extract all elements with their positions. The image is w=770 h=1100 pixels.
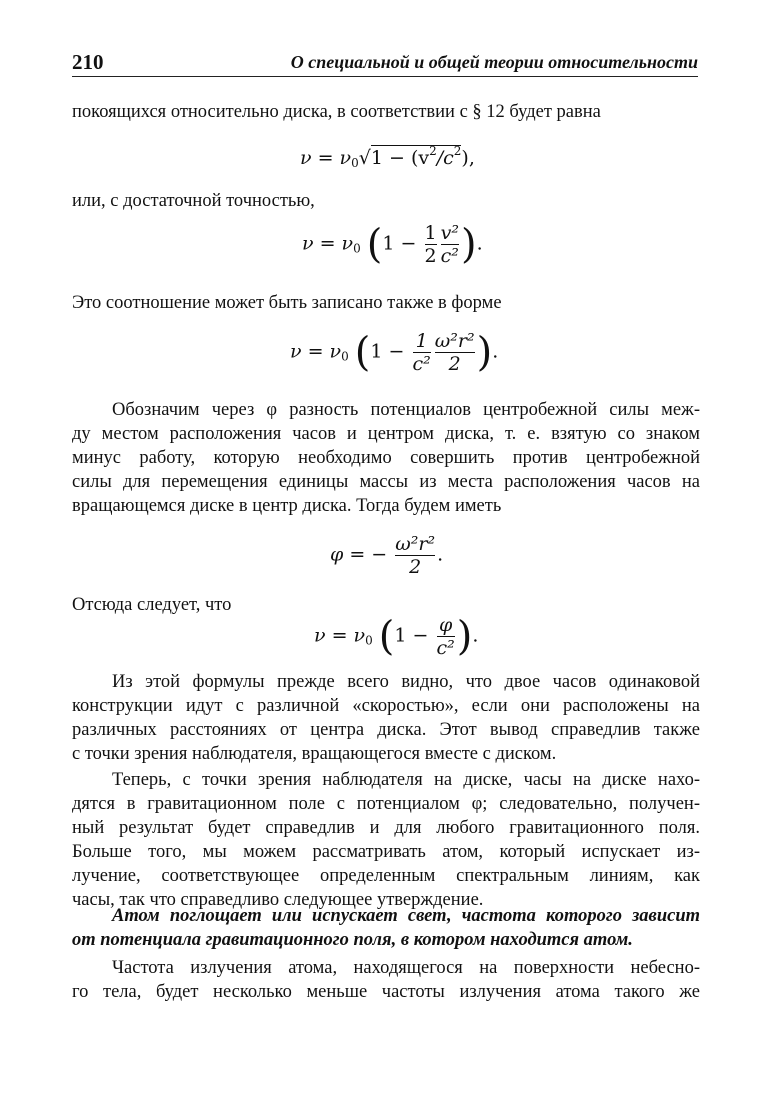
p7-line: лучение, соответствующее определенным спектральным линиям, как <box>72 866 700 886</box>
p4-line: минус работу, которую необходимо совершить против центробежной <box>72 448 700 468</box>
eq1-close: ), <box>461 147 475 169</box>
running-header <box>72 48 698 77</box>
p4-line: силы для перемещения единицы массы из места расположения часов на <box>72 472 700 492</box>
paragraph-3: Это соотношение может быть записано также в форме <box>72 293 502 313</box>
paragraph-8 <box>72 904 700 928</box>
eq3-num2: ω²r² <box>434 330 475 352</box>
paragraph-2: или, с достаточной точностью, <box>72 191 315 211</box>
eq1-sub: 0 <box>351 156 359 170</box>
paragraph-5: Отсюда следует, что <box>72 595 232 615</box>
p7-line: Больше того, мы можем рассматривать атом, который испускает из- <box>72 842 700 862</box>
eq2-frac-2 <box>441 222 459 267</box>
eq3-den1: c² <box>412 353 431 375</box>
p7-line: Теперь, с точки зрения наблюдателя на диске, часы на диске нахо- <box>112 770 700 790</box>
eq2-frac-1 <box>425 222 437 267</box>
eq2-one: 1 − <box>382 232 417 255</box>
p4-line: ду местом расположения часов и центром диска, т. е. взятую со знаком <box>72 424 700 444</box>
p7-line: ный результат будет справедлив и для любого гравитационного поля. <box>72 818 700 838</box>
eq4-frac <box>395 533 435 578</box>
p9-line: Частота излучения атома, находящегося на поверхности небесно- <box>112 958 700 978</box>
paragraph-1: покоящихся относительно диска, в соответствии с § 12 будет равна <box>72 102 601 122</box>
paragraph-9-cont <box>72 980 700 1004</box>
p7-line: дятся в гравитационном поле с потенциалом φ; следовательно, получен- <box>72 794 700 814</box>
paragraph-4-cont <box>72 422 700 494</box>
eq1-sup-b: 2 <box>453 144 462 158</box>
eq3-one: 1 − <box>370 340 405 363</box>
paragraph-7-cont <box>72 792 700 888</box>
eq4-den: 2 <box>395 555 435 578</box>
right-paren: ) <box>456 613 473 660</box>
sqrt-sign: √ <box>358 147 371 169</box>
eq4-num: ω²r² <box>395 533 436 555</box>
eq3-frac-2 <box>435 330 475 375</box>
equation-5 <box>314 614 478 659</box>
left-paren: ( <box>366 221 383 268</box>
right-paren: ) <box>476 329 493 376</box>
eq2-num1: 1 <box>424 222 437 244</box>
equation-2 <box>302 222 483 267</box>
paragraph-7 <box>72 768 700 792</box>
eq3-end: . <box>492 340 499 363</box>
eq5-sub: 0 <box>365 633 373 648</box>
eq1-root: 1 − (v <box>370 147 430 169</box>
paragraph-6-cont <box>72 694 700 742</box>
p8-line: Атом поглощает или испускает свет, частота которого зависит <box>112 906 700 926</box>
eq3-lhs: ν = ν <box>290 340 342 363</box>
eq2-den1: 2 <box>424 245 437 267</box>
eq5-end: . <box>472 624 479 647</box>
eq2-den2: c² <box>440 245 459 267</box>
p6-line: конструкции идут с различной «скоростью», если они расположены на <box>72 696 700 716</box>
left-paren: ( <box>354 329 371 376</box>
paragraph-6-last: с точки зрения наблюдателя, вращающегося вместе с диском. <box>72 744 557 764</box>
eq1-lhs: ν = ν <box>300 147 352 169</box>
equation-1 <box>300 144 475 170</box>
paragraph-8-last: от потенциала гравитационного поля, в котором находится атом. <box>72 930 633 950</box>
running-title: О специальной и общей теории относительности <box>290 52 698 72</box>
eq3-frac-1 <box>413 330 431 375</box>
eq2-sub: 0 <box>353 241 361 256</box>
paragraph-9 <box>72 956 700 980</box>
p6-line: различных расстояниях от центра диска. Этот вывод справедлив также <box>72 720 700 740</box>
p9-line: го тела, будет несколько меньше частоты излучения атома такого же <box>72 982 700 1002</box>
right-paren: ) <box>460 221 477 268</box>
eq3-num1: 1 <box>415 330 428 352</box>
eq2-num2: v² <box>440 222 459 244</box>
eq3-den2: 2 <box>435 352 475 375</box>
eq2-lhs: ν = ν <box>302 232 354 255</box>
eq4-lhs: φ = − <box>330 543 388 566</box>
eq3-sub: 0 <box>341 349 349 364</box>
eq5-den: c² <box>436 637 455 659</box>
equation-4 <box>330 533 443 578</box>
eq5-lhs: ν = ν <box>314 624 366 647</box>
left-paren: ( <box>378 613 395 660</box>
paragraph-6 <box>72 670 700 694</box>
eq1-root-end: /c <box>436 147 454 169</box>
paragraph-4-last: вращающемся диске в центр диска. Тогда будем иметь <box>72 496 502 516</box>
page-number: 210 <box>72 50 104 74</box>
eq2-end: . <box>476 232 483 255</box>
eq1-sup: 2 <box>429 144 437 158</box>
p4-line: Обозначим через φ разность потенциалов центробежной силы меж- <box>112 400 700 420</box>
equation-3 <box>290 330 498 375</box>
paragraph-7-last: часы, так что справедливо следующее утверждение. <box>72 890 484 910</box>
eq5-frac <box>437 614 455 659</box>
eq4-end: . <box>437 543 444 566</box>
p6-line: Из этой формулы прежде всего видно, что двое часов одинаковой <box>112 672 700 692</box>
paragraph-4 <box>72 398 700 422</box>
eq5-one: 1 − <box>394 624 429 647</box>
eq5-num: φ <box>438 614 453 636</box>
